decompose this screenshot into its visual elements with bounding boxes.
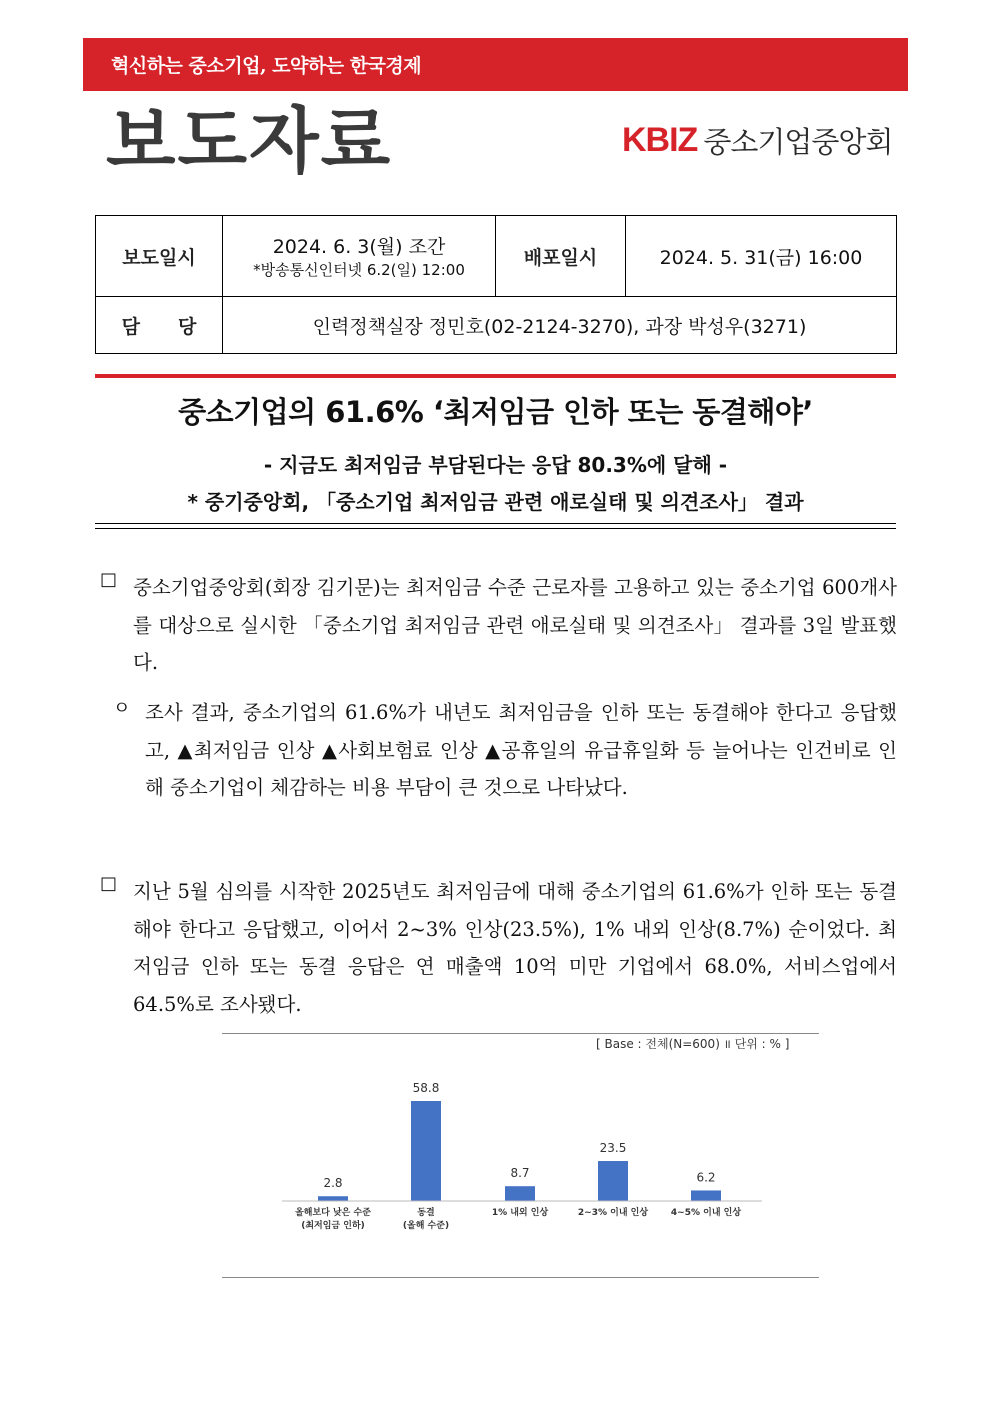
category-label: (올해 수준) bbox=[402, 1221, 450, 1231]
bar-value-label: 58.8 bbox=[412, 1081, 440, 1095]
doc-title: 보도자료 bbox=[106, 99, 393, 183]
bar-value-label: 8.7 bbox=[510, 1166, 530, 1181]
release-date: 2024. 6. 3(월) 조간 bbox=[272, 236, 446, 258]
chart-top-rule bbox=[222, 1033, 819, 1034]
headline-sub2: * 중기중앙회, 「중소기업 최저임금 관련 애로실태 및 의견조사」 결과 bbox=[187, 490, 804, 514]
logo-org-name: 중소기업중앙회 bbox=[703, 124, 893, 159]
contact-label: 담 당 bbox=[96, 297, 223, 354]
paragraph-3: 지난 5월 심의를 시작한 2025년도 최저임금에 대해 중소기업의 61.6%가 인하 또는 동결해야 한다고 응답했고, 이어서 2~3% 인상(23.5%), 1% 내외 인상(8.7%) 순이었다. 최저임금 인하 또는 동결 응답은 연 매출액 10억 미만 기업에서 68.0%, 서비스업에서 64.5%로 조사됐다. bbox=[133, 880, 897, 1016]
bar-3 bbox=[598, 1161, 628, 1201]
headline-title: 중소기업의 61.6% ‘최저임금 인하 또는 동결해야’ bbox=[178, 395, 813, 429]
chart-bottom-rule bbox=[222, 1277, 819, 1278]
bar-value-label: 2.8 bbox=[323, 1176, 343, 1191]
category-label: (최저임금 인하) bbox=[301, 1221, 365, 1231]
bar-0 bbox=[318, 1196, 348, 1201]
bar-value-label: 6.2 bbox=[696, 1170, 716, 1185]
release-info-table bbox=[95, 215, 897, 354]
kbiz-logo bbox=[622, 118, 892, 162]
dist-date: 2024. 5. 31(금) 16:00 bbox=[626, 216, 897, 297]
paragraph-2: 조사 결과, 중소기업의 61.6%가 내년도 최저임금을 인하 또는 동결해야 한다고 응답했고, ▲최저임금 인상 ▲사회보험료 인상 ▲공휴일의 유급휴일화 등 늘어나는 인건비로 인해 중소기업이 체감하는 비용 부담이 큰 것으로 나타났다. bbox=[145, 701, 897, 799]
release-label: 보도일시 bbox=[96, 216, 223, 297]
category-label: 2~3% 이내 인상 bbox=[577, 1208, 649, 1218]
category-label: 1% 내외 인상 bbox=[491, 1208, 549, 1218]
chart-base-note: [ Base : 전체(N=600) ॥ 단위 : % ] bbox=[596, 1037, 790, 1051]
divider-double-top bbox=[95, 523, 896, 524]
slogan-banner bbox=[83, 38, 908, 91]
square-bullet-icon: □ bbox=[100, 873, 118, 894]
bar-4 bbox=[691, 1190, 721, 1201]
square-bullet-icon: □ bbox=[100, 569, 118, 590]
release-cell bbox=[223, 216, 496, 297]
bar-value-label: 23.5 bbox=[599, 1141, 627, 1156]
paragraph-1: 중소기업중앙회(회장 김기문)는 최저임금 수준 근로자를 고용하고 있는 중소기업 600개사를 대상으로 실시한 「중소기업 최저임금 관련 애로실태 및 의견조사」 결과를 3일 발표했다. bbox=[133, 576, 897, 674]
category-label: 동결 bbox=[417, 1208, 435, 1218]
category-label: 4~5% 이내 인상 bbox=[670, 1208, 742, 1218]
dist-label: 배포일시 bbox=[496, 216, 626, 297]
category-label: 올해보다 낮은 수준 bbox=[295, 1208, 371, 1218]
slogan-text: 혁신하는 중소기업, 도약하는 한국경제 bbox=[111, 55, 422, 77]
bar-2 bbox=[505, 1186, 535, 1201]
contact-value: 인력정책실장 정민호(02-2124-3270), 과장 박성우(3271) bbox=[223, 297, 897, 354]
release-note: *방송통신인터넷 6.2(일) 12:00 bbox=[253, 261, 465, 279]
bar-chart bbox=[222, 1045, 819, 1277]
headline-sub1: - 지금도 최저임금 부담된다는 응답 80.3%에 달해 - bbox=[263, 453, 728, 477]
circle-bullet-icon: ㅇ bbox=[113, 698, 131, 719]
bar-1 bbox=[411, 1101, 441, 1201]
logo-kbiz-mark: KBIZ bbox=[622, 120, 698, 159]
divider-red bbox=[95, 374, 896, 378]
divider-double-bottom bbox=[95, 528, 896, 529]
